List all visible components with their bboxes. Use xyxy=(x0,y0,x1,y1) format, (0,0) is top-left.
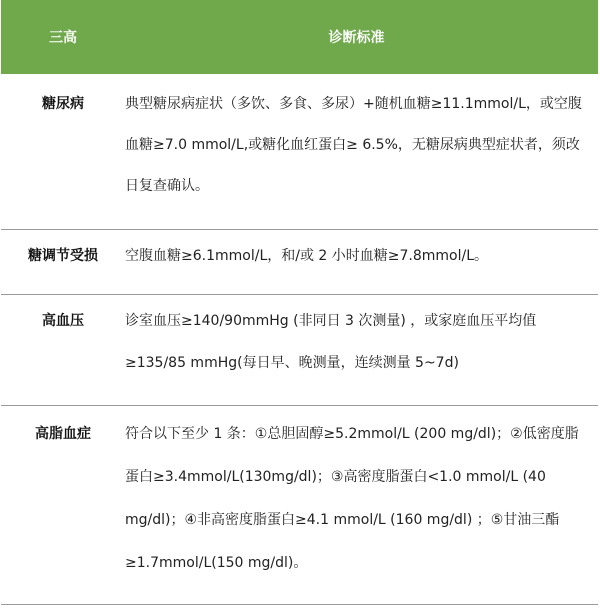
row-criteria-text: 典型糖尿病症状（多饮、多食、多尿）+随机血糖≥11.1mmol/L，或空腹血糖≥7.0 mmol/L,或糖化血红蛋白≥ 6.5%，无糖尿病典型症状者，须改日复查确认。 xyxy=(125,96,582,194)
row-criteria-text: 诊室血压≥140/90mmHg (非同日 3 次测量) ，或家庭血压平均值≥135/85 mmHg(每日早、晚测量，连续测量 5~7d) xyxy=(125,313,537,371)
row-condition-name: 糖尿病 xyxy=(42,96,84,112)
row-criteria-text: 符合以下至少 1 条：①总胆固醇≥5.2mmol/L (200 mg/dl)；②低密度脂蛋白≥3.4mmol/L(130mg/dl)；③高密度脂蛋白<1.0 mmol/L (40 mg/dl)；④非高密度脂蛋白≥4.1 mmol/L (160 mg/dl) ；⑤甘油三酯≥1.7mmol/L(150 mg/dl)。 xyxy=(125,426,579,571)
table-header xyxy=(1,0,598,74)
table-row xyxy=(1,74,598,230)
header-criteria: 诊断标准 xyxy=(328,30,385,46)
row-criteria-text: 空腹血糖≥6.1mmol/L，和/或 2 小时血糖≥7.8mmol/L。 xyxy=(125,248,489,264)
header-condition: 三高 xyxy=(49,30,77,46)
table-row xyxy=(1,230,598,295)
table-row xyxy=(1,295,598,406)
row-condition-name: 高血压 xyxy=(42,313,84,329)
table-row xyxy=(1,406,598,605)
row-condition-name: 糖调节受损 xyxy=(28,248,98,264)
row-condition-name: 高脂血症 xyxy=(35,426,91,442)
diagnosis-table xyxy=(1,0,598,605)
